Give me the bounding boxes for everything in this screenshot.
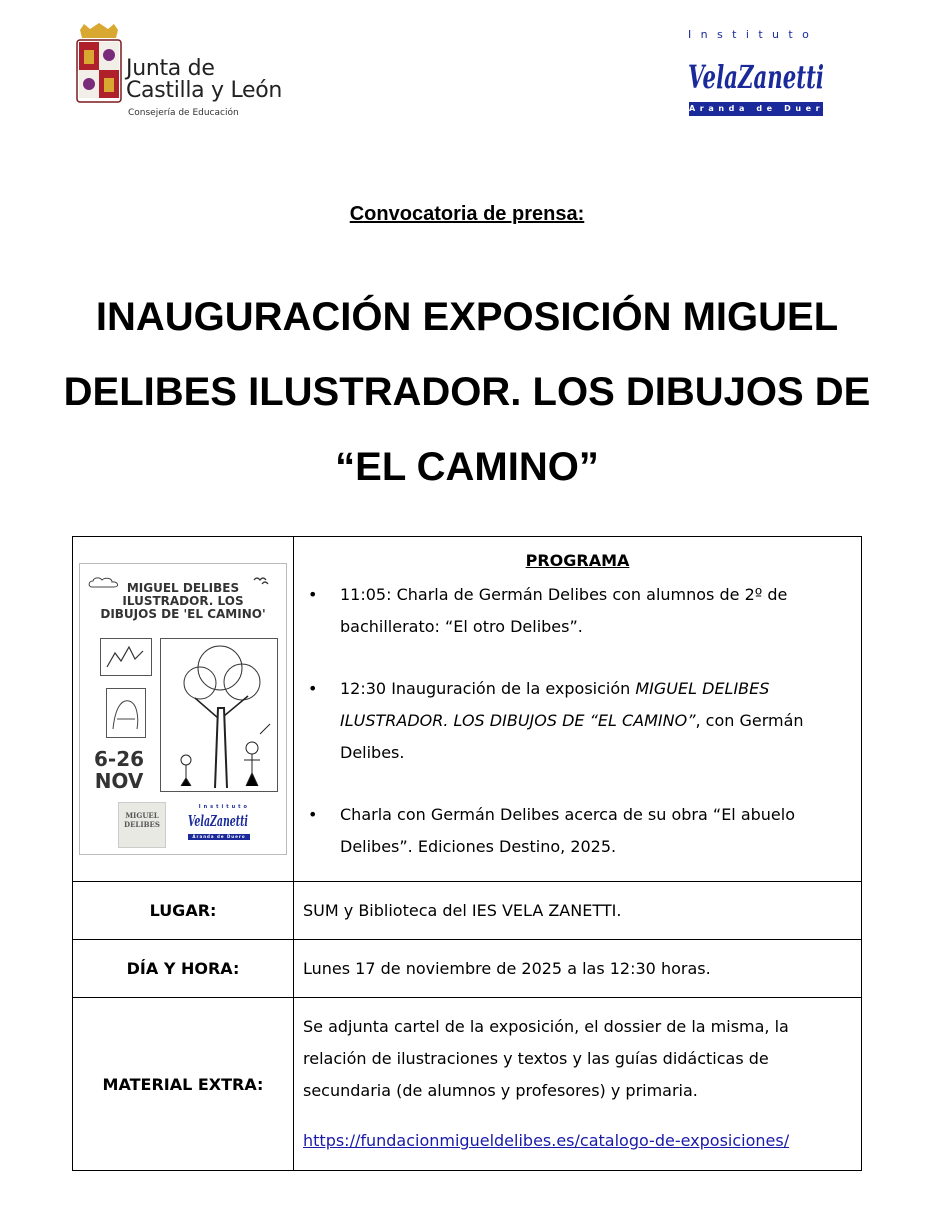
program-list <box>294 579 861 863</box>
material-label: MATERIAL EXTRA: <box>73 998 294 1171</box>
poster-vz-top: Instituto <box>198 804 250 810</box>
jcyl-line1: Junta de <box>126 56 215 81</box>
poster-dates-line1: 6-26 <box>94 747 145 771</box>
poster-sketch-small-1 <box>100 638 152 676</box>
program-item-3-text: Charla con Germán Delibes acerca de su obra “El abuelo Delibes”. Ediciones Destino, 2025. <box>340 805 796 856</box>
program-heading: PROGRAMA <box>525 551 630 570</box>
datetime-label: DÍA Y HORA: <box>73 940 294 998</box>
poster-sketch-small-2 <box>106 688 146 738</box>
poster-vz-wordmark <box>188 810 250 830</box>
program-item-2-post: , con Germán Delibes. <box>340 711 804 762</box>
jcyl-line2: Castilla y León <box>126 78 283 103</box>
program-item-1-text: 11:05: Charla de Germán Delibes con alumnos de 2º de bachillerato: “El otro Delibes”. <box>340 585 788 636</box>
vz-wordmark-text: VelaZanetti <box>688 58 824 96</box>
poster-title-line1: MIGUEL DELIBES <box>126 581 240 595</box>
poster-vz-logo <box>188 804 250 844</box>
poster-dates-line2: NOV <box>94 769 144 793</box>
vela-zanetti-logo <box>686 28 835 120</box>
foundation-logo <box>118 802 166 848</box>
program-cell <box>294 537 862 882</box>
material-link-wrap <box>303 1125 821 1157</box>
poster-vz-wordmark-text: VelaZanetti <box>188 812 249 830</box>
poster-title-line2: ILUSTRADOR. LOS <box>122 594 244 608</box>
program-item <box>340 799 843 863</box>
poster-cell <box>73 537 294 882</box>
program-item <box>340 673 843 769</box>
location-label: LUGAR: <box>73 882 294 940</box>
datetime-value: Lunes 17 de noviembre de 2025 a las 12:30 horas. <box>294 940 862 998</box>
vz-wordmark <box>688 52 826 96</box>
program-item-2-exhibition-title: MIGUEL DELIBES ILUSTRADOR. LOS DIBUJOS DE “EL CAMINO” <box>340 679 770 730</box>
poster-dates <box>94 748 144 792</box>
material-cell <box>294 998 862 1171</box>
material-row <box>73 998 862 1171</box>
location-value: SUM y Biblioteca del IES VELA ZANETTI. <box>294 882 862 940</box>
material-value: Se adjunta cartel de la exposición, el dossier de la misma, la relación de ilustraciones y textos y las guías didácticas de secundaria (de alumnos y profesores) y primaria. <box>303 1017 789 1100</box>
info-table <box>72 536 862 1171</box>
vz-subtitle: Aranda de Duero <box>689 102 823 116</box>
exhibition-poster <box>79 563 287 855</box>
location-row <box>73 882 862 940</box>
foundation-name: MIGUEL DELIBES <box>124 811 160 829</box>
jcyl-line3: Consejería de Educación <box>128 108 239 118</box>
tree-illustration <box>160 638 278 792</box>
junta-castilla-leon-logo <box>72 24 312 124</box>
poster-vz-bottom: Aranda de Duero <box>188 834 250 840</box>
catalog-link[interactable]: https://fundacionmigueldelibes.es/catalogo-de-exposiciones/ <box>303 1131 790 1150</box>
program-item-2-pre: 12:30 Inauguración de la exposición <box>340 679 636 698</box>
page-title: INAUGURACIÓN EXPOSICIÓN MIGUEL DELIBES ILUSTRADOR. LOS DIBUJOS DE “EL CAMINO” <box>63 295 871 489</box>
program-row <box>73 537 862 882</box>
poster-title-line3: DIBUJOS DE 'EL CAMINO' <box>100 607 266 621</box>
program-item <box>340 579 843 643</box>
poster-title <box>86 582 280 621</box>
vz-instituto-text: Instituto <box>688 28 819 41</box>
press-call-heading: Convocatoria de prensa: <box>349 203 585 225</box>
datetime-row <box>73 940 862 998</box>
coat-of-arms-icon <box>74 24 124 106</box>
